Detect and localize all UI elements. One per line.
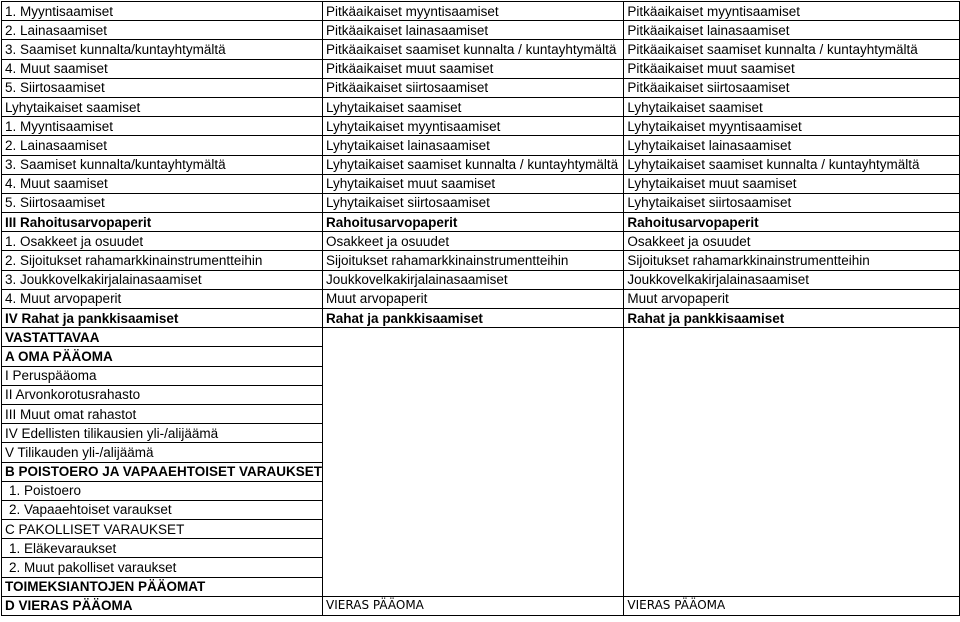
table-cell[interactable]: III Muut omat rahastot bbox=[2, 404, 323, 423]
table-cell[interactable]: 5. Siirtosaamiset bbox=[2, 193, 323, 212]
table-cell[interactable] bbox=[323, 558, 624, 577]
table-row bbox=[2, 193, 960, 212]
table-cell[interactable] bbox=[323, 481, 624, 500]
table-cell[interactable]: A OMA PÄÄOMA bbox=[2, 347, 323, 366]
table-cell[interactable]: 3. Joukkovelkakirjalainasaamiset bbox=[2, 270, 323, 289]
table-row bbox=[2, 155, 960, 174]
table-cell[interactable]: 2. Vapaaehtoiset varaukset bbox=[2, 500, 323, 519]
table-row bbox=[2, 270, 960, 289]
table-cell[interactable]: 1. Osakkeet ja osuudet bbox=[2, 232, 323, 251]
table-cell[interactable]: 4. Muut arvopaperit bbox=[2, 289, 323, 308]
table-cell[interactable]: I Peruspääoma bbox=[2, 366, 323, 385]
table-cell[interactable]: 2. Muut pakolliset varaukset bbox=[2, 558, 323, 577]
table-row bbox=[2, 462, 960, 481]
table-row bbox=[2, 251, 960, 270]
table-cell[interactable]: Lyhytaikaiset muut saamiset bbox=[624, 174, 960, 193]
table-cell[interactable] bbox=[624, 347, 960, 366]
table-cell[interactable] bbox=[323, 443, 624, 462]
table-cell[interactable]: Lyhytaikaiset saamiset bbox=[624, 97, 960, 116]
table-cell[interactable]: IV Rahat ja pankkisaamiset bbox=[2, 309, 323, 328]
table-cell[interactable]: Rahat ja pankkisaamiset bbox=[624, 309, 960, 328]
table-cell[interactable]: Pitkäaikaiset saamiset kunnalta / kuntayhtymältä bbox=[624, 40, 960, 59]
table-cell[interactable]: Lyhytaikaiset saamiset kunnalta / kuntayhtymältä bbox=[624, 155, 960, 174]
table-cell[interactable] bbox=[323, 385, 624, 404]
table-cell[interactable] bbox=[624, 424, 960, 443]
table-row bbox=[2, 539, 960, 558]
table-cell[interactable]: Joukkovelkakirjalainasaamiset bbox=[624, 270, 960, 289]
table-cell[interactable]: 5. Siirtosaamiset bbox=[2, 78, 323, 97]
table-cell[interactable]: D VIERAS PÄÄOMA bbox=[2, 596, 323, 615]
table-cell[interactable]: TOIMEKSIANTOJEN PÄÄOMAT bbox=[2, 577, 323, 596]
table-body bbox=[2, 2, 960, 616]
table-row bbox=[2, 289, 960, 308]
table-cell[interactable]: Sijoitukset rahamarkkinainstrumentteihin bbox=[624, 251, 960, 270]
table-cell[interactable] bbox=[323, 520, 624, 539]
table-cell[interactable]: VIERAS PÄÄOMA bbox=[624, 596, 960, 615]
table-cell[interactable]: V Tilikauden yli-/alijäämä bbox=[2, 443, 323, 462]
table-cell[interactable]: Lyhytaikaiset myyntisaamiset bbox=[323, 117, 624, 136]
table-cell[interactable]: C PAKOLLISET VARAUKSET bbox=[2, 520, 323, 539]
table-row bbox=[2, 21, 960, 40]
table-cell[interactable] bbox=[323, 366, 624, 385]
table-cell[interactable]: Pitkäaikaiset saamiset kunnalta / kuntayhtymältä bbox=[323, 40, 624, 59]
table-cell[interactable]: B POISTOERO JA VAPAAEHTOISET VARAUKSET bbox=[2, 462, 323, 481]
table-cell[interactable]: Lyhytaikaiset muut saamiset bbox=[323, 174, 624, 193]
table-cell[interactable]: Pitkäaikaiset lainasaamiset bbox=[624, 21, 960, 40]
table-cell[interactable]: 3. Saamiset kunnalta/kuntayhtymältä bbox=[2, 40, 323, 59]
table-row bbox=[2, 117, 960, 136]
table-row bbox=[2, 385, 960, 404]
table-cell[interactable]: Lyhytaikaiset siirtosaamiset bbox=[323, 193, 624, 212]
table-cell[interactable]: Rahoitusarvopaperit bbox=[624, 213, 960, 232]
table-cell[interactable] bbox=[624, 520, 960, 539]
table-cell[interactable]: III Rahoitusarvopaperit bbox=[2, 213, 323, 232]
table-cell[interactable]: Muut arvopaperit bbox=[323, 289, 624, 308]
table-row bbox=[2, 328, 960, 347]
table-cell[interactable]: Sijoitukset rahamarkkinainstrumentteihin bbox=[323, 251, 624, 270]
table-cell[interactable]: Lyhytaikaiset saamiset kunnalta / kuntayhtymältä bbox=[323, 155, 624, 174]
table-cell[interactable]: Lyhytaikaiset siirtosaamiset bbox=[624, 193, 960, 212]
table-row bbox=[2, 78, 960, 97]
table-cell[interactable]: 2. Lainasaamiset bbox=[2, 136, 323, 155]
table-row bbox=[2, 577, 960, 596]
table-cell[interactable] bbox=[624, 558, 960, 577]
table-cell[interactable]: IV Edellisten tilikausien yli-/alijäämä bbox=[2, 424, 323, 443]
table-cell[interactable]: 2. Sijoitukset rahamarkkinainstrumentteihin bbox=[2, 251, 323, 270]
table-cell[interactable]: 1. Eläkevaraukset bbox=[2, 539, 323, 558]
table-row bbox=[2, 213, 960, 232]
table-cell[interactable]: 1. Poistoero bbox=[2, 481, 323, 500]
table-cell[interactable]: 2. Lainasaamiset bbox=[2, 21, 323, 40]
table-cell[interactable] bbox=[323, 424, 624, 443]
table-cell[interactable]: Muut arvopaperit bbox=[624, 289, 960, 308]
table-row bbox=[2, 443, 960, 462]
table-cell[interactable]: 4. Muut saamiset bbox=[2, 59, 323, 78]
table-cell[interactable]: 1. Myyntisaamiset bbox=[2, 117, 323, 136]
table-row bbox=[2, 347, 960, 366]
table-cell[interactable]: Rahoitusarvopaperit bbox=[323, 213, 624, 232]
table-cell[interactable] bbox=[323, 404, 624, 423]
table-cell[interactable]: Lyhytaikaiset lainasaamiset bbox=[323, 136, 624, 155]
table-row bbox=[2, 136, 960, 155]
table-row bbox=[2, 558, 960, 577]
table-cell[interactable]: Lyhytaikaiset myyntisaamiset bbox=[624, 117, 960, 136]
table-cell[interactable] bbox=[323, 577, 624, 596]
table-row bbox=[2, 232, 960, 251]
table-cell[interactable] bbox=[323, 462, 624, 481]
table-row bbox=[2, 366, 960, 385]
table-cell[interactable]: Osakkeet ja osuudet bbox=[624, 232, 960, 251]
table-cell[interactable]: 3. Saamiset kunnalta/kuntayhtymältä bbox=[2, 155, 323, 174]
table-row bbox=[2, 59, 960, 78]
table-row bbox=[2, 481, 960, 500]
table-row bbox=[2, 520, 960, 539]
table-row bbox=[2, 424, 960, 443]
table-cell[interactable]: VASTATTAVAA bbox=[2, 328, 323, 347]
table-cell[interactable] bbox=[624, 577, 960, 596]
table-cell[interactable]: Lyhytaikaiset saamiset bbox=[323, 97, 624, 116]
table-cell[interactable]: Pitkäaikaiset siirtosaamiset bbox=[323, 78, 624, 97]
table-cell[interactable]: Joukkovelkakirjalainasaamiset bbox=[323, 270, 624, 289]
table-cell[interactable]: Lyhytaikaiset lainasaamiset bbox=[624, 136, 960, 155]
table-row bbox=[2, 309, 960, 328]
table-cell[interactable] bbox=[624, 500, 960, 519]
table-cell[interactable]: Pitkäaikaiset siirtosaamiset bbox=[624, 78, 960, 97]
table-row bbox=[2, 500, 960, 519]
table-row bbox=[2, 174, 960, 193]
table-cell[interactable] bbox=[323, 539, 624, 558]
table-row bbox=[2, 404, 960, 423]
table-cell[interactable]: Pitkäaikaiset lainasaamiset bbox=[323, 21, 624, 40]
table-cell[interactable] bbox=[624, 404, 960, 423]
table-cell[interactable]: Osakkeet ja osuudet bbox=[323, 232, 624, 251]
table-cell[interactable] bbox=[323, 328, 624, 347]
table-cell[interactable]: Pitkäaikaiset myyntisaamiset bbox=[323, 2, 624, 21]
table-cell[interactable] bbox=[323, 347, 624, 366]
table-cell[interactable]: II Arvonkorotusrahasto bbox=[2, 385, 323, 404]
table-cell[interactable] bbox=[624, 481, 960, 500]
table-cell[interactable] bbox=[624, 385, 960, 404]
table-cell[interactable]: Pitkäaikaiset muut saamiset bbox=[323, 59, 624, 78]
table-cell[interactable]: Pitkäaikaiset muut saamiset bbox=[624, 59, 960, 78]
table-cell[interactable] bbox=[624, 462, 960, 481]
table-cell[interactable] bbox=[323, 500, 624, 519]
table-cell[interactable] bbox=[624, 539, 960, 558]
table-cell[interactable] bbox=[624, 328, 960, 347]
table-cell[interactable]: Pitkäaikaiset myyntisaamiset bbox=[624, 2, 960, 21]
table-row bbox=[2, 2, 960, 21]
table-cell[interactable]: Lyhytaikaiset saamiset bbox=[2, 97, 323, 116]
table-row bbox=[2, 40, 960, 59]
table-row bbox=[2, 97, 960, 116]
table-cell[interactable]: 1. Myyntisaamiset bbox=[2, 2, 323, 21]
table-cell[interactable]: VIERAS PÄÄOMA bbox=[323, 596, 624, 615]
table-cell[interactable]: Rahat ja pankkisaamiset bbox=[323, 309, 624, 328]
table-row bbox=[2, 596, 960, 615]
table-cell[interactable] bbox=[624, 443, 960, 462]
table-cell[interactable]: 4. Muut saamiset bbox=[2, 174, 323, 193]
table-cell[interactable] bbox=[624, 366, 960, 385]
account-mapping-table bbox=[1, 1, 960, 616]
